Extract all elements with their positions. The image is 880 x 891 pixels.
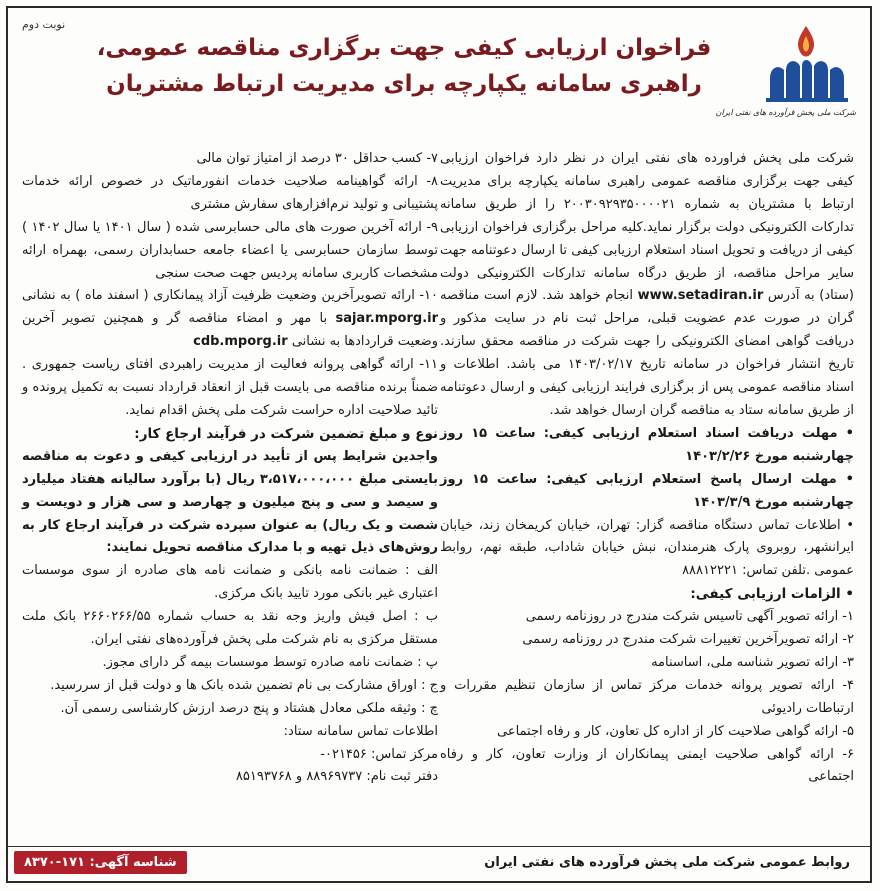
- requirement-4: ۴- ارائه تصویر پروانه خدمات مرکز تماس از سازمان تنظیم مقررات و ارتباطات رادیوئی: [440, 677, 854, 716]
- guarantee-che: چ : وثیقه ملکی معادل هشتاد و پنج درصد ارزش کارشناسی رسمی آن.: [60, 700, 438, 716]
- requirement-5: ۵- ارائه گواهی صلاحیت کار از اداره کل تعاون، کار و رفاه اجتماعی: [496, 723, 854, 739]
- requirement-9: ۹- ارائه آخرین صورت های مالی حسابرسی شده ( سال ۱۴۰۱ یا سال ۱۴۰۲ ) توسط سازمان حسابرسی یا اعضاء جامعه حسابداران رسمی، بهمراه ارائه مشخصات کاربری سامانه پردیس جهت صحت سنجی: [22, 219, 438, 281]
- nioc-logo-icon: [756, 20, 856, 106]
- page-title: [68, 30, 740, 102]
- requirement-3: ۳- ارائه تصویر شناسه ملی، اساسنامه: [651, 654, 854, 670]
- company-logo: [715, 20, 856, 132]
- requirement-7: ۷- کسب حداقل ۳۰ درصد از امتیاز توان مالی: [196, 151, 438, 166]
- requirement-10: ۱۰- ارائه تصویرآخرین وضعیت ظرفیت آزاد پیمانکاری ( اسفند ماه ) به نشانی sajar.mporg.ir با مهر و امضاء مناقصه گر و همچنین تصویر آخرین وضعیت قراردادها به نشانی cdb.mporg.ir: [22, 288, 438, 350]
- title-line-2: راهبری سامانه یکپارچه برای مدیریت ارتباط مشتریان: [106, 71, 702, 97]
- advertisement-frame: [6, 6, 872, 883]
- footer: [8, 846, 870, 881]
- deadline-receive: • مهلت دریافت اسناد استعلام ارزیابی کیفی: ساعت ۱۵ روز چهارشنبه مورخ ۱۴۰۳/۲/۲۶: [440, 423, 854, 469]
- guarantee-alef: الف : ضمانت نامه بانکی و ضمانت نامه های صادره از سوی موسسات اعتباری غیر بانکی مورد تایید بانک مرکزی.: [22, 563, 438, 602]
- setadiran-link[interactable]: www.setadiran.ir: [637, 288, 764, 304]
- requirement-1: ۱- ارائه تصویر آگهی تاسیس شرکت مندرج در روزنامه رسمی: [525, 609, 854, 625]
- sajar-link[interactable]: sajar.mporg.ir: [335, 311, 438, 327]
- deadline-submit: • مهلت ارسال پاسخ استعلام ارزیابی کیفی: ساعت ۱۵ روز چهارشنبه مورخ ۱۴۰۳/۳/۹: [440, 469, 854, 515]
- guarantee-pe: پ : ضمانت نامه صادره توسط موسسات بیمه گر دارای مجوز.: [102, 654, 438, 670]
- requirement-2: ۲- ارائه تصویرآخرین تغییرات شرکت مندرج در روزنامه رسمی: [522, 632, 854, 648]
- title-line-1: فراخوان ارزیابی کیفی جهت برگزاری مناقصه عمومی،: [96, 35, 712, 61]
- cdb-link[interactable]: cdb.mporg.ir: [193, 334, 288, 350]
- setad-registration-office: دفتر ثبت نام: ۸۸۹۶۹۷۳۷ و ۸۵۱۹۳۷۶۸: [235, 769, 438, 785]
- left-column: [22, 148, 438, 789]
- requirement-6: ۶- ارائه گواهی صلاحیت ایمنی پیمانکاران از وزارت تعاون، کار و رفاه اجتماعی: [440, 746, 854, 785]
- requirements-heading: • الزامات ارزیابی کیفی:: [440, 583, 854, 606]
- setad-contact-heading: اطلاعات تماس سامانه ستاد:: [283, 723, 438, 739]
- contact-info: • اطلاعات تماس دستگاه مناقصه گزار: تهران، خیابان کریمخان زند، خیابان ایرانشهر، روبروی پارک هنرمندان، نبش خیابان شاداب، طبقه نهم، روابط عمومی .تلفن تماس: ۸۸۸۱۲۲۲۱: [440, 515, 854, 584]
- guarantee-be: ب : اصل فیش واریز وجه نقد به حساب شماره ۲۶۶۰۲۶۶/۵۵ بانک ملت مستقل مرکزی به نام شرکت ملی پخش فرآورده‌های نفتی ایران.: [22, 609, 438, 648]
- setad-call-center: مرکز تماس: ۰۲۱۴۵۶-: [320, 746, 438, 762]
- header: [8, 8, 870, 148]
- guarantee-jim: ج : اوراق مشارکت بی نام تضمین شده بانک ها و دولت قبل از سررسید.: [50, 677, 438, 693]
- requirement-8: ۸- ارائه گواهینامه صلاحیت خدمات انفورماتیک در خصوص ارائه خدمات پشتیبانی و تولید نرم‌افزارهای سفارش مشتری: [22, 173, 438, 212]
- guarantee-amount: واجدین شرایط پس از تأیید در ارزیابی کیفی و دعوت به مناقصه بایستی مبلغ ۳،۵۱۷،۰۰۰،۰۰۰ ریال (با برآورد سالیانه هفتاد میلیارد و سیصد و سی و پنج میلیون و چهارصد و سی هزار و دویست و شصت و یک ریال) به عنوان سپرده شرکت در فرآیند ارجاع کار به روش‌های ذیل تهیه و با مدارک مناقصه تحویل نمایند:: [22, 448, 438, 556]
- intro-paragraph: شرکت ملی پخش فراورده های نفتی ایران در نظر دارد فراخوان ارزیابی کیفی جهت برگزاری مناقصه عمومی راهبری سامانه یکپارچه برای مدیریت ارتباط با مشتریان به شماره ۲۰۰۳۰۹۲۹۳۵۰۰۰۰۲۱ را از طریق سامانه تدارکات الکترونیکی دولت برگزار نماید.کلیه مراحل برگزاری فراخوان ارزیابی کیفی از دریافت و تحویل اسناد استعلام ارزیابی کیفی تا ارسال دعوتنامه جهت سایر مراحل مناقصه، از طریق درگاه سامانه تدارکات الکترونیکی دولت (ستاد) به آدرس www.setadiran.ir انجام خواهد شد. لازم است مناقصه گران در صورت عدم عضویت قبلی، مراحل ثبت نام در سایت مذکور و دریافت گواهی امضای الکترونیکی را جهت شرکت در مناقصه محقق سازند. تاریخ انتشار فراخوان در سامانه تاریخ ۱۴۰۳/۰۲/۱۷ می باشد. اطلاعات و اسناد مناقصه عمومی پس از برگزاری فرایند ارزیابی کیفی و ارسال دعوتنامه از طریق سامانه ستاد به مناقصه گران ارسال خواهد شد.: [440, 151, 854, 418]
- requirement-11: ۱۱- ارائه گواهی پروانه فعالیت از مدیریت راهبردی افتای ریاست جمهوری . ضمناً برنده مناقصه می بایست قبل از انعقاد قرارداد نسبت به تکمیل پرونده و تائید صلاحیت اداره حراست شرکت ملی پخش اقدام نماید.: [22, 357, 438, 418]
- logo-caption: شرکت ملی پخش فرآورده های نفتی ایران: [715, 108, 856, 117]
- edition-label: نوبت دوم: [22, 18, 66, 31]
- ad-id-badge: شناسه آگهی: ۱۷۱-۸۳۷۰: [14, 851, 187, 874]
- guarantee-heading: نوع و مبلغ تضمین شرکت در فرآیند ارجاع کار:: [134, 425, 438, 442]
- footer-organization: روابط عمومی شرکت ملی پخش فرآورده های نفتی ایران: [484, 855, 850, 870]
- right-column: [440, 148, 854, 789]
